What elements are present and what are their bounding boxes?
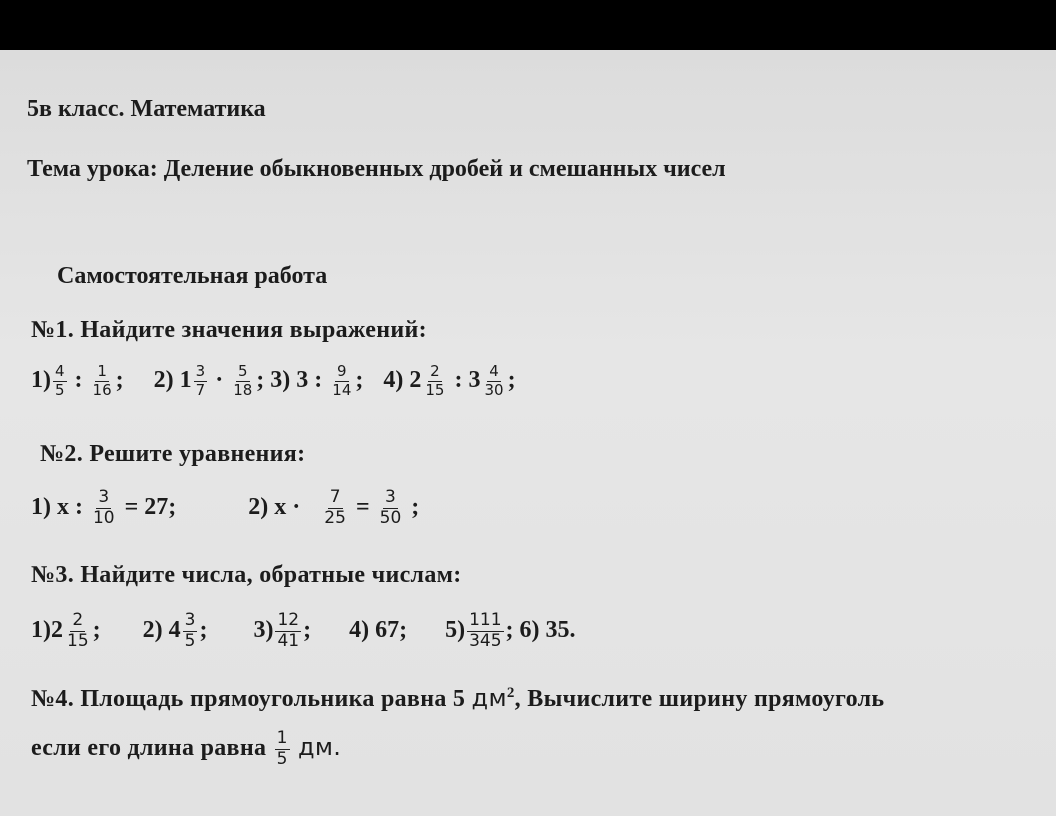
fraction: $\frac{3}{5}$ <box>184 610 196 651</box>
fraction: $\frac{9}{14}$ <box>332 362 352 399</box>
number-6: 6) 35. <box>519 616 576 643</box>
fraction: $\frac{5}{18}$ <box>233 362 253 399</box>
fraction: $\frac{3}{10}$ <box>92 487 115 528</box>
number-3-label: 3) <box>253 616 274 643</box>
task3-heading: №3. Найдите числа, обратные числам: <box>31 562 462 588</box>
fraction: $\frac{7}{25}$ <box>324 487 346 528</box>
number-1-label: 1)2 <box>31 616 63 643</box>
number-5-label: 5) <box>445 616 466 643</box>
task4-line-2: если его длина равна $\frac{1}{5}$ дм. <box>31 728 342 769</box>
unit-dm: дм. <box>298 732 342 761</box>
class-line: 5в класс. Математика <box>27 96 266 122</box>
fraction: $\frac{111}{345}$ <box>469 610 502 651</box>
fraction: $\frac{3}{50}$ <box>379 487 402 528</box>
fraction: $\frac{2}{15}$ <box>67 610 89 651</box>
fraction: $\frac{3}{7}$ <box>195 362 206 399</box>
task4-line-1: №4. Площадь прямоугольника равна 5 $дм^2$, Вычислите ширину прямоуголь <box>31 684 885 712</box>
fraction: $\frac{4}{30}$ <box>484 362 504 399</box>
fraction: $\frac{12}{41}$ <box>277 610 300 651</box>
fraction: $\frac{2}{15}$ <box>425 362 445 399</box>
unit-dm: дм <box>471 684 507 712</box>
task1-heading: №1. Найдите значения выражений: <box>31 317 427 343</box>
fraction: $\frac{1}{16}$ <box>92 362 112 399</box>
item-2-label: 2) 1 <box>153 366 192 393</box>
topic-line: Тема урока: Деление обыкновенных дробей и смешанных чисел <box>27 156 726 182</box>
equation-1-label: 1) x : <box>31 493 83 520</box>
task3-numbers: 1)2 $\frac{2}{15}$ ; 2) 4 $\frac{3}{5}$ ; 3) $\frac{12}{41}$ ; 4) 67; 5) $\frac{111}{345}$ ; 6) 35. <box>31 610 576 651</box>
task1-expressions: 1) $\frac{4}{5}$ : $\frac{1}{16}$ ; 2) 1 $\frac{3}{7}$ · $\frac{5}{18}$ ; 3) 3 : $\frac{9}{14}$ ; 4) 2 $\frac{2}{15}$ : 3 $\frac{4}{30}$ ; <box>31 362 516 399</box>
equals-sign: = <box>355 493 370 520</box>
task2-heading: №2. Решите уравнения: <box>40 441 306 467</box>
equation-2-label: 2) x · <box>248 493 301 520</box>
fraction: $\frac{4}{5}$ <box>55 362 65 399</box>
worksheet-page <box>0 50 1056 816</box>
number-2-label: 2) 4 <box>142 616 181 643</box>
item-3-label: 3) 3 : <box>270 366 323 393</box>
equation-1-rhs: = 27; <box>124 493 177 520</box>
item-4-label: 4) 2 <box>383 366 422 393</box>
fraction: $\frac{1}{5}$ <box>276 728 288 769</box>
operator: : 3 <box>454 366 481 393</box>
number-4: 4) 67; <box>349 616 408 643</box>
operator: : <box>74 366 83 393</box>
superscript: 2 <box>506 685 515 701</box>
operator: · <box>215 366 224 393</box>
task2-equations: 1) x : $\frac{3}{10}$ = 27; 2) x · $\frac{7}{25}$ = $\frac{3}{50}$ ; <box>31 487 420 528</box>
item-1-label: 1) <box>31 366 51 393</box>
work-title: Самостоятельная работа <box>57 263 328 289</box>
